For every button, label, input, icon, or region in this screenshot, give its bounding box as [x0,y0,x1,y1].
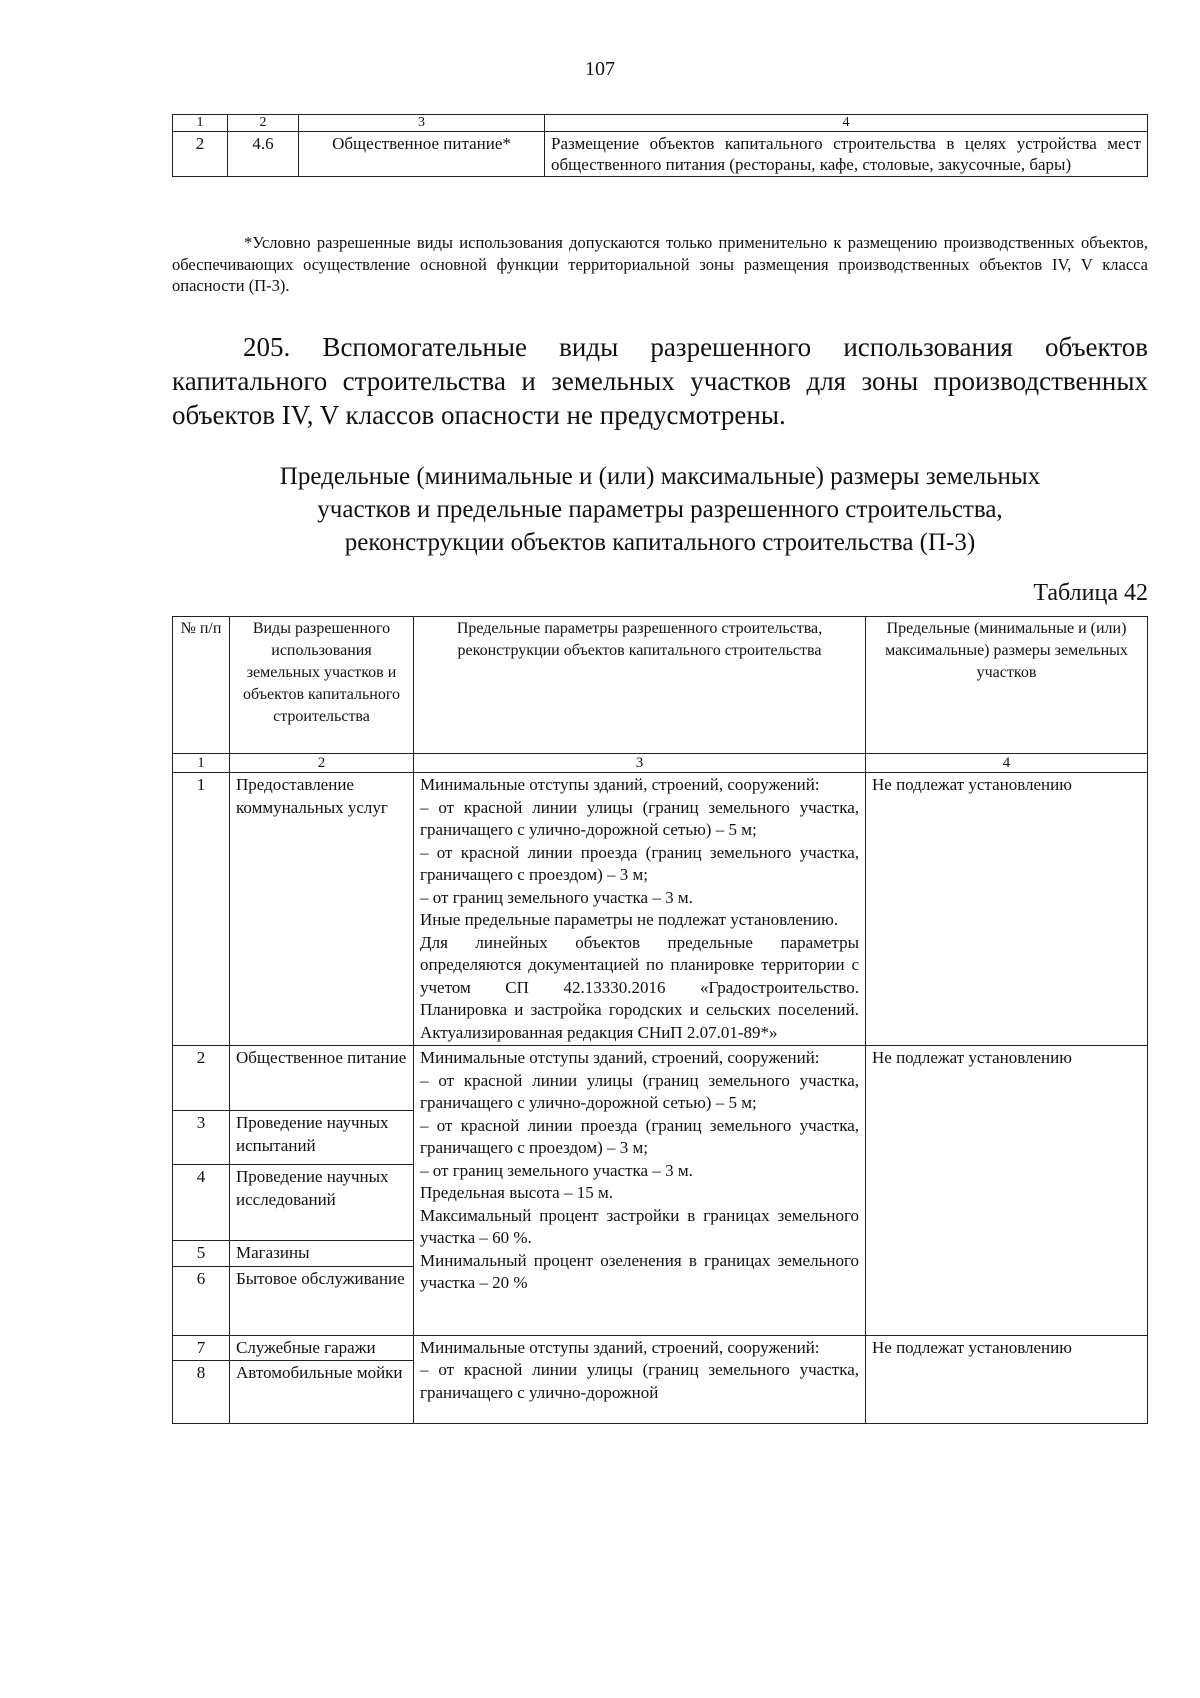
row-number: 1 [173,773,230,1046]
row-number: 7 [173,1335,230,1361]
row-number: 2 [173,1046,230,1111]
use-type: Предоставление коммунальных услуг [230,773,414,1046]
parameter-line: Максимальный процент застройки в границах земельного участка – 60 %. [420,1205,859,1247]
parameter-line: – от красной линии улицы (границ земельного участка, граничащего с улично-дорожной [420,1360,859,1402]
column-number: 3 [299,115,545,132]
column-header: Предельные (минимальные и (или) максимальные) размеры земельных участков [866,617,1148,754]
parameter-line: – от границ земельного участка – 3 м. [420,1160,693,1180]
parameter-line: Минимальные отступы зданий, строений, сооружений: [420,1337,820,1357]
continued-table [172,114,1148,177]
use-code: 4.6 [228,132,299,177]
table-row [173,1335,1148,1361]
row-number: 2 [173,132,228,177]
use-type: Бытовое обслуживание [230,1266,414,1335]
parameter-line: – от красной линии проезда (границ земельного участка, граничащего с проездом) – 3 м; [420,1115,859,1157]
section-heading-line: участков и предельные параметры разрешенного строительства, [317,496,1003,523]
plot-size-limits: Не подлежат установлению [866,773,1148,1046]
use-type: Магазины [230,1241,414,1267]
parameter-line: Минимальные отступы зданий, строений, сооружений: [420,775,820,794]
use-name: Общественное питание* [299,132,545,177]
table-header-row [173,115,1148,132]
table-row [173,1046,1148,1111]
parameter-line: – от красной линии проезда (границ земельного участка, граничащего с проездом) – 3 м; [420,842,859,884]
column-number: 3 [414,754,866,773]
row-number: 8 [173,1361,230,1424]
column-number-row [173,754,1148,773]
column-header: Предельные параметры разрешенного строительства, реконструкции объектов капитального строительства [414,617,866,754]
section-heading [172,460,1148,559]
row-number: 4 [173,1165,230,1241]
table-caption: Таблица 42 [1033,580,1148,606]
row-number: 3 [173,1111,230,1165]
parameter-line: – от красной линии улицы (границ земельного участка, граничащего с улично-дорожной сетью) – 5 м; [420,797,859,839]
column-number: 2 [228,115,299,132]
plot-size-limits: Не подлежат установлению [866,1046,1148,1336]
parameter-line: – от красной линии улицы (границ земельного участка, граничащего с улично-дорожной сетью) – 5 м; [420,1070,859,1112]
parameter-line: Минимальный процент озеленения в границах земельного участка – 20 % [420,1250,859,1292]
limit-parameters [414,773,866,1046]
parameter-line: Минимальные отступы зданий, строений, сооружений: [420,1048,820,1067]
use-type: Автомобильные мойки [230,1361,414,1424]
column-number: 1 [173,754,230,773]
use-type: Служебные гаражи [230,1335,414,1361]
use-description: Размещение объектов капитального строительства в целях устройства мест общественного питания (рестораны, кафе, столовые, закусочные, бары) [545,132,1148,177]
column-number: 4 [866,754,1148,773]
use-type: Проведение научных исследований [230,1165,414,1241]
section-heading-line: реконструкции объектов капитального строительства (П-3) [344,529,976,556]
parameter-line: Для линейных объектов предельные параметры определяются документацией по планировке территории с учетом СП 42.13330.2016 «Градостроительство. Планировка и застройка городских и сельских поселений. Актуализированная редакция СНиП 2.07.01-89*» [420,932,859,1042]
footnote: *Условно разрешенные виды использования допускаются только применительно к размещению производственных объектов, обеспечивающих осуществление основной функции территориальной зоны размещения производственных объектов IV, V класса опасности (П-3). [172,233,1148,295]
table-row [173,132,1148,177]
use-type: Общественное питание [230,1046,414,1111]
column-number: 2 [230,754,414,773]
column-header: Виды разрешенного использования земельных участков и объектов капитального строительства [230,617,414,754]
row-number: 5 [173,1241,230,1267]
row-number: 6 [173,1266,230,1335]
parameter-line: Иные предельные параметры не подлежат установлению. [420,910,839,929]
column-header: № п/п [173,617,230,754]
column-number: 4 [545,115,1148,132]
limit-parameters [414,1335,866,1424]
use-type: Проведение научных испытаний [230,1111,414,1165]
section-heading-line: Предельные (минимальные и (или) максимальные) размеры земельных [279,463,1041,490]
column-number: 1 [173,115,228,132]
plot-size-limits: Не подлежат установлению [866,1335,1148,1424]
table-header-row [173,617,1148,754]
paragraph-205: 205. Вспомогательные виды разрешенного использования объектов капитального строительства и земельных участков для зоны производственных объектов IV, V классов опасности не предусмотрены. [172,332,1148,430]
parameter-line: Предельная высота – 15 м. [420,1183,613,1202]
limit-parameters [414,1046,866,1336]
table-42 [172,616,1148,1424]
parameter-line: – от границ земельного участка – 3 м. [420,887,693,907]
table-row [173,773,1148,1046]
page-number: 107 [585,58,615,80]
